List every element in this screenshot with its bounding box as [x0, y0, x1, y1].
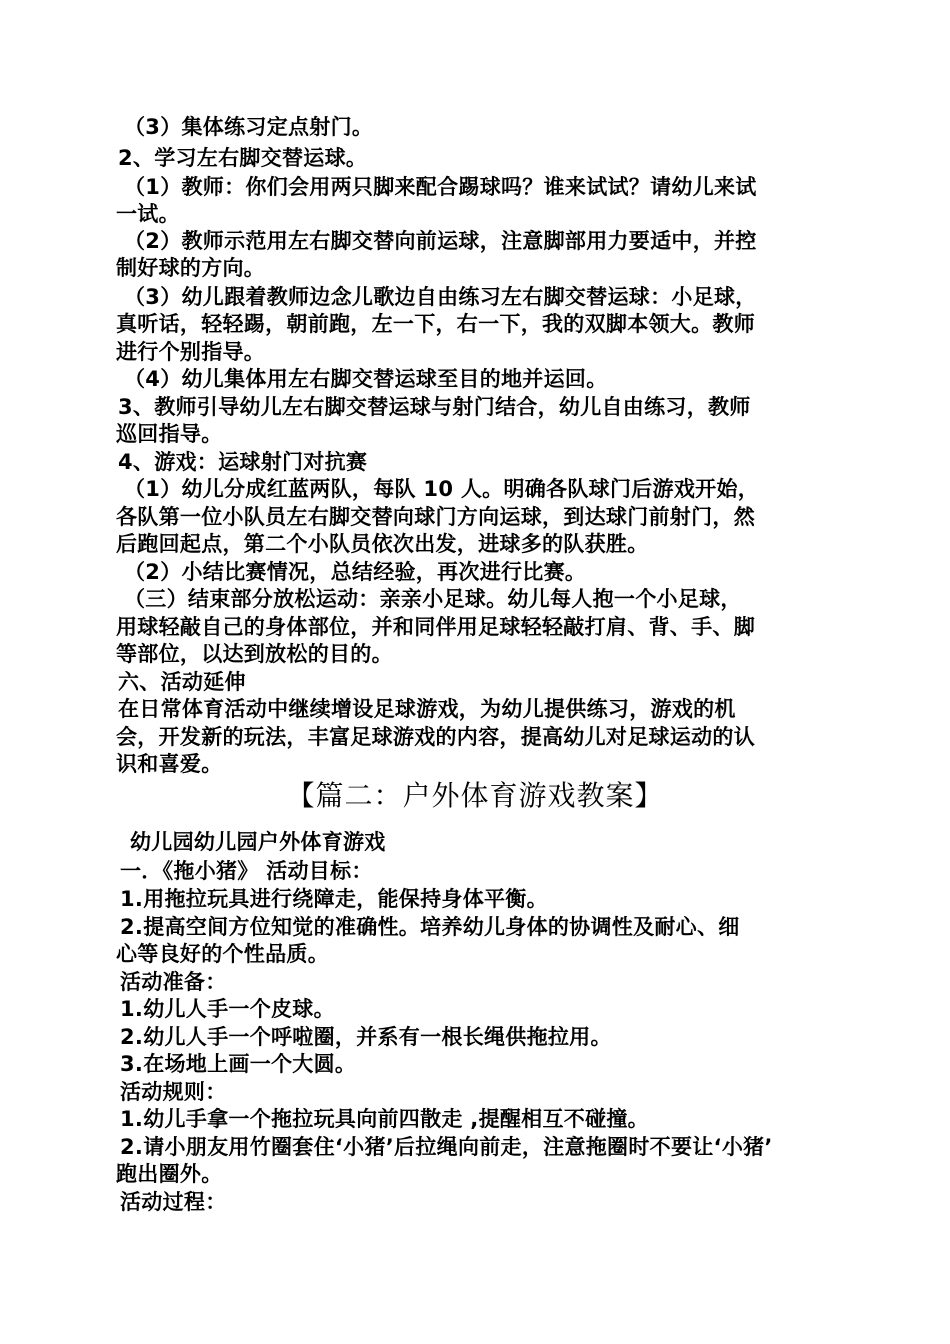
text-line: 真听话，轻轻踢，朝前跑，左一下，右一下，我的双脚本领大。教师	[116, 312, 755, 336]
text-line: 2.提高空间方位知觉的准确性。培养幼儿身体的协调性及耐心、细	[120, 915, 740, 939]
text-line: 1.幼儿人手一个皮球。	[120, 997, 335, 1021]
text-line: 活动过程：	[120, 1190, 227, 1214]
text-line: 等部位，以达到放松的目的。	[116, 642, 393, 666]
text-line: 2.请小朋友用竹圈套住‘小猪’后拉绳向前走，注意拖圈时不要让‘小猪’	[120, 1135, 773, 1159]
text-line: （2）小结比赛情况，总结经验，再次进行比赛。	[124, 560, 587, 584]
text-line: 在日常体育活动中继续增设足球游戏，为幼儿提供练习，游戏的机	[118, 697, 736, 721]
text-line: （三）结束部分放松运动：亲亲小足球。幼儿每人抱一个小足球，	[124, 587, 742, 611]
text-line: 3、教师引导幼儿左右脚交替运球与射门结合，幼儿自由练习，教师	[118, 395, 751, 419]
text-line: 进行个别指导。	[116, 340, 266, 364]
text-line: 用球轻敲自己的身体部位，并和同伴用足球轻轻敲打肩、背、手、脚	[116, 615, 755, 639]
chapter-title: 【篇二：户外体育游戏教案】	[286, 779, 664, 812]
text-line: 巡回指导。	[116, 422, 223, 446]
text-line: 识和喜爱。	[116, 752, 223, 776]
text-line: （3）集体练习定点射门。	[124, 115, 374, 139]
text-line: 活动规则：	[120, 1080, 227, 1104]
text-line: 一．《拖小猪》 活动目标：	[120, 859, 373, 883]
text-line: 幼儿园幼儿园户外体育游戏	[130, 830, 386, 854]
text-line: 1.用拖拉玩具进行绕障走，能保持身体平衡。	[120, 887, 548, 911]
text-line: 会，开发新的玩法，丰富足球游戏的内容，提高幼儿对足球运动的认	[116, 725, 755, 749]
text-line: 2、学习左右脚交替运球。	[118, 146, 368, 170]
text-line: 心等良好的个性品质。	[116, 942, 329, 966]
text-line: 活动准备：	[120, 970, 227, 994]
text-line: 各队第一位小队员左右脚交替向球门方向运球，到达球门前射门，然	[116, 505, 755, 529]
text-line: （3）幼儿跟着教师边念儿歌边自由练习左右脚交替运球：小足球，	[124, 285, 757, 309]
text-line: （1）教师：你们会用两只脚来配合踢球吗？谁来试试？请幼儿来试	[124, 175, 757, 199]
text-line: 4、游戏：运球射门对抗赛	[118, 450, 368, 474]
text-line: 制好球的方向。	[116, 256, 266, 280]
section-heading: 六、活动延伸	[118, 670, 246, 694]
text-line: （4）幼儿集体用左右脚交替运球至目的地并运回。	[124, 367, 608, 391]
text-line: 3.在场地上画一个大圆。	[120, 1052, 357, 1076]
text-line: 1.幼儿手拿一个拖拉玩具向前四散走 ,提醒相互不碰撞。	[120, 1107, 649, 1131]
text-line: （2）教师示范用左右脚交替向前运球，注意脚部用力要适中，并控	[124, 229, 757, 253]
text-line: （1）幼儿分成红蓝两队，每队 10 人。明确各队球门后游戏开始，	[124, 477, 760, 501]
text-line: 一试。	[116, 202, 180, 226]
text-line: 2.幼儿人手一个呼啦圈，并系有一根长绳供拖拉用。	[120, 1025, 612, 1049]
text-line: 后跑回起点，第二个小队员依次出发，进球多的队获胜。	[116, 532, 649, 556]
text-line: 跑出圈外。	[116, 1162, 223, 1186]
